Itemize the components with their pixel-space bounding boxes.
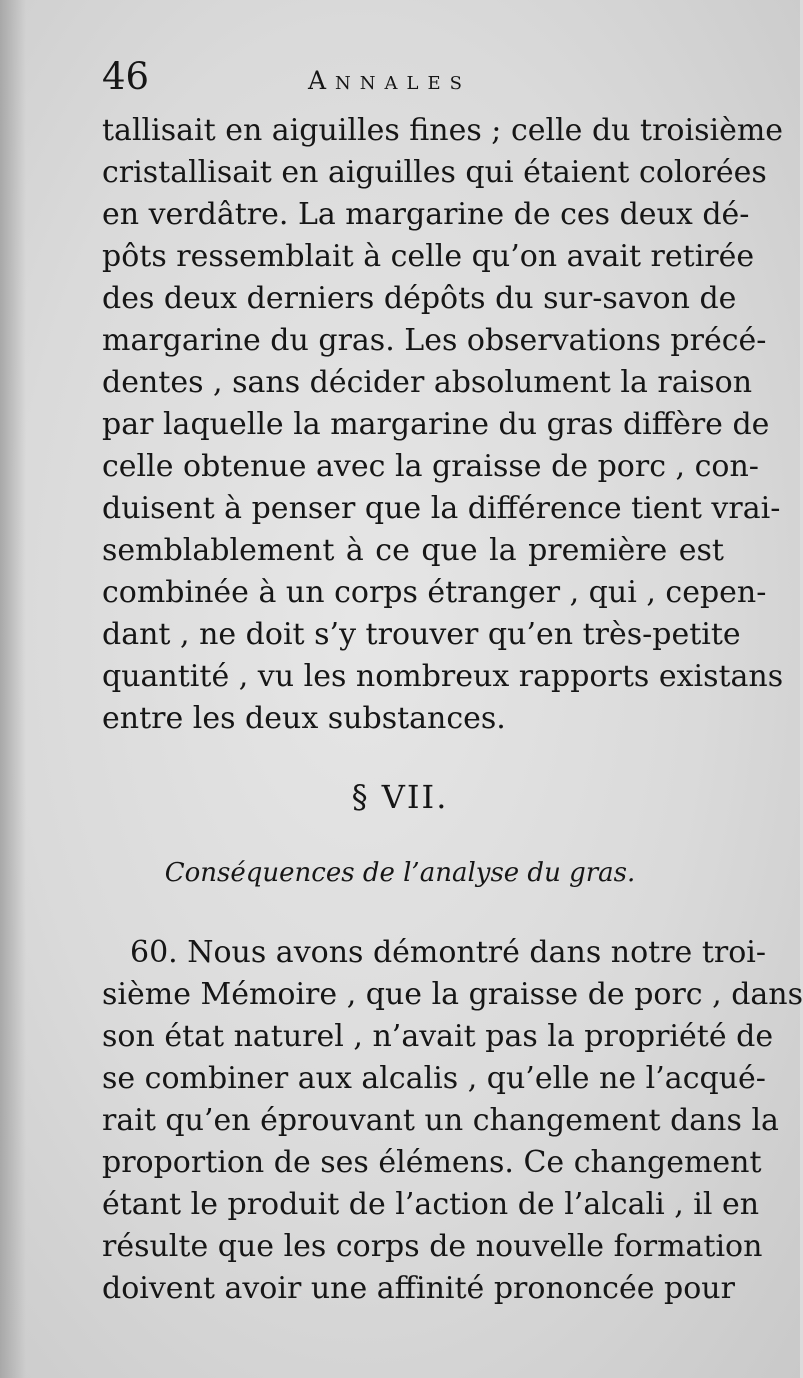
- text-line: en verdâtre. La margarine de ces deux dé-: [102, 197, 750, 232]
- text-line: pôts ressemblait à celle qu’on avait retirée: [102, 239, 755, 274]
- text-line: tallisait en aiguilles fines ; celle du troisième: [102, 113, 784, 148]
- binding-shadow: [0, 0, 26, 1378]
- text-line: semblablement à ce que la première est: [102, 533, 724, 568]
- text-line: sième Mémoire , que la graisse de porc , dans: [102, 977, 803, 1012]
- text-line: cristallisait en aiguilles qui étaient colorées: [102, 155, 767, 190]
- text-line: par laquelle la margarine du gras diffère de: [102, 407, 770, 442]
- text-line: quantité , vu les nombreux rapports existans: [102, 659, 784, 694]
- text-line: doivent avoir une affinité prononcée pour: [102, 1271, 735, 1306]
- text-line: son état naturel , n’avait pas la propriété de: [102, 1019, 774, 1054]
- section-heading: § VII.: [351, 778, 449, 816]
- paragraph-1: [102, 110, 784, 740]
- text-line: dentes , sans décider absolument la raison: [102, 365, 753, 400]
- text-line: se combiner aux alcalis , qu’elle ne l’acqué-: [102, 1061, 766, 1096]
- text-line: duisent à penser que la différence tient vrai-: [102, 491, 781, 526]
- text-line: dant , ne doit s’y trouver qu’en très-petite: [102, 617, 741, 652]
- page-header: [102, 52, 722, 102]
- text-line: 60. Nous avons démontré dans notre troi-: [130, 935, 767, 970]
- paragraph-2: [102, 932, 803, 1310]
- section-subtitle: Conséquences de l’analyse du gras.: [164, 858, 636, 888]
- text-line: rait qu’en éprouvant un changement dans la: [102, 1103, 779, 1138]
- text-line: celle obtenue avec la graisse de porc , con-: [102, 449, 759, 484]
- running-head: Annales: [308, 66, 471, 95]
- text-line: étant le produit de l’action de l’alcali , il en: [102, 1187, 760, 1222]
- text-line: des deux derniers dépôts du sur-savon de: [102, 281, 737, 316]
- text-line: margarine du gras. Les observations précé-: [102, 323, 767, 358]
- text-line: combinée à un corps étranger , qui , cepen-: [102, 575, 767, 610]
- page-number: 46: [102, 55, 150, 98]
- text-line: résulte que les corps de nouvelle formation: [102, 1229, 763, 1264]
- text-line: proportion de ses élémens. Ce changement: [102, 1145, 762, 1180]
- text-line: entre les deux substances.: [102, 701, 506, 736]
